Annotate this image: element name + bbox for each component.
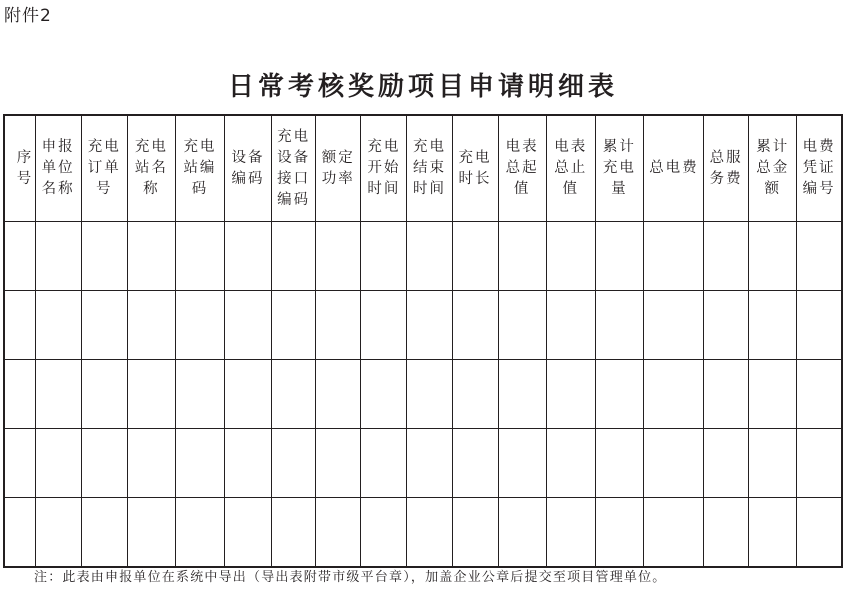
column-header: 充电 时长 xyxy=(452,115,498,222)
table-cell[interactable] xyxy=(81,360,127,429)
table-cell[interactable] xyxy=(704,222,749,291)
table-cell[interactable] xyxy=(127,291,175,360)
table-cell[interactable] xyxy=(361,429,407,498)
table-cell[interactable] xyxy=(272,360,316,429)
table-header-row xyxy=(4,115,842,222)
table-cell[interactable] xyxy=(498,222,546,291)
table-cell[interactable] xyxy=(81,222,127,291)
table-row xyxy=(4,360,842,429)
table-cell[interactable] xyxy=(749,222,797,291)
table-row xyxy=(4,222,842,291)
table-cell[interactable] xyxy=(35,360,81,429)
table-cell[interactable] xyxy=(595,498,643,568)
table-cell[interactable] xyxy=(127,429,175,498)
table-cell[interactable] xyxy=(175,498,224,568)
column-header: 电费 凭证 编号 xyxy=(797,115,842,222)
table-cell[interactable] xyxy=(704,498,749,568)
column-header: 额定 功率 xyxy=(316,115,361,222)
table-cell[interactable] xyxy=(225,498,272,568)
column-header: 设备 编码 xyxy=(225,115,272,222)
column-header: 电表 总起 值 xyxy=(498,115,546,222)
table-cell[interactable] xyxy=(546,291,595,360)
table-cell[interactable] xyxy=(546,498,595,568)
table-cell[interactable] xyxy=(643,222,703,291)
table-cell[interactable] xyxy=(749,498,797,568)
table-cell[interactable] xyxy=(316,498,361,568)
table-cell[interactable] xyxy=(546,222,595,291)
table-cell[interactable] xyxy=(452,291,498,360)
table-cell[interactable] xyxy=(498,291,546,360)
table-cell[interactable] xyxy=(498,498,546,568)
table-cell[interactable] xyxy=(749,291,797,360)
table-cell[interactable] xyxy=(407,291,452,360)
table-cell[interactable] xyxy=(175,222,224,291)
table-cell[interactable] xyxy=(4,291,35,360)
column-header: 序 号 xyxy=(4,115,35,222)
page-title: 日常考核奖励项目申请明细表 xyxy=(227,72,618,102)
table-cell[interactable] xyxy=(4,360,35,429)
table-cell[interactable] xyxy=(35,291,81,360)
table-cell[interactable] xyxy=(797,429,842,498)
table-cell[interactable] xyxy=(704,291,749,360)
table-cell[interactable] xyxy=(452,429,498,498)
column-header: 累计 充电 量 xyxy=(595,115,643,222)
column-header: 充电 结束 时间 xyxy=(407,115,452,222)
table-cell[interactable] xyxy=(175,291,224,360)
table-cell[interactable] xyxy=(452,360,498,429)
table-cell[interactable] xyxy=(127,360,175,429)
attachment-label: 附件2 xyxy=(4,6,52,26)
table-body xyxy=(4,222,842,568)
table-cell[interactable] xyxy=(175,360,224,429)
table-cell[interactable] xyxy=(595,429,643,498)
table-cell[interactable] xyxy=(546,429,595,498)
table-cell[interactable] xyxy=(272,498,316,568)
table-cell[interactable] xyxy=(225,291,272,360)
table-row xyxy=(4,429,842,498)
table-cell[interactable] xyxy=(595,291,643,360)
table-row xyxy=(4,498,842,568)
table-cell[interactable] xyxy=(175,429,224,498)
column-header: 总电费 xyxy=(643,115,703,222)
column-header: 充电 站名 称 xyxy=(127,115,175,222)
table-cell[interactable] xyxy=(35,429,81,498)
table-cell[interactable] xyxy=(272,222,316,291)
table-cell[interactable] xyxy=(797,360,842,429)
table-cell[interactable] xyxy=(595,222,643,291)
column-header: 总服 务费 xyxy=(704,115,749,222)
footer-note: 注：此表由申报单位在系统中导出（导出表附带市级平台章），加盖企业公章后提交至项目管理单位。 xyxy=(34,570,667,585)
table-cell[interactable] xyxy=(643,429,703,498)
column-header: 充电 设备 接口 编码 xyxy=(272,115,316,222)
table-cell[interactable] xyxy=(4,429,35,498)
table-cell[interactable] xyxy=(452,222,498,291)
table-cell[interactable] xyxy=(643,498,703,568)
table-cell[interactable] xyxy=(749,360,797,429)
table-cell[interactable] xyxy=(127,222,175,291)
table-cell[interactable] xyxy=(35,222,81,291)
table-cell[interactable] xyxy=(704,429,749,498)
table-cell[interactable] xyxy=(361,360,407,429)
table-cell[interactable] xyxy=(272,429,316,498)
table-cell[interactable] xyxy=(225,429,272,498)
table-cell[interactable] xyxy=(4,498,35,568)
table-cell[interactable] xyxy=(81,498,127,568)
table-cell[interactable] xyxy=(595,360,643,429)
table-cell[interactable] xyxy=(407,222,452,291)
table-cell[interactable] xyxy=(361,222,407,291)
table-cell[interactable] xyxy=(797,498,842,568)
column-header: 累计 总金 额 xyxy=(749,115,797,222)
table-cell[interactable] xyxy=(643,360,703,429)
table-cell[interactable] xyxy=(316,360,361,429)
table-row xyxy=(4,291,842,360)
table-cell[interactable] xyxy=(797,222,842,291)
table-cell[interactable] xyxy=(498,429,546,498)
table-cell[interactable] xyxy=(361,291,407,360)
column-header: 充电 订单 号 xyxy=(81,115,127,222)
table-cell[interactable] xyxy=(407,360,452,429)
column-header: 电表 总止 值 xyxy=(546,115,595,222)
table-cell[interactable] xyxy=(35,498,81,568)
table-cell[interactable] xyxy=(127,498,175,568)
column-header: 充电 站编 码 xyxy=(175,115,224,222)
table-cell[interactable] xyxy=(546,360,595,429)
table-cell[interactable] xyxy=(704,360,749,429)
detail-table xyxy=(3,114,843,568)
table-cell[interactable] xyxy=(498,360,546,429)
table-cell[interactable] xyxy=(797,291,842,360)
table-cell[interactable] xyxy=(81,291,127,360)
column-header: 申报 单位 名称 xyxy=(35,115,81,222)
table-cell[interactable] xyxy=(407,429,452,498)
table-cell[interactable] xyxy=(749,429,797,498)
table-cell[interactable] xyxy=(272,291,316,360)
table-cell[interactable] xyxy=(225,222,272,291)
table-cell[interactable] xyxy=(643,291,703,360)
table-cell[interactable] xyxy=(407,498,452,568)
table-cell[interactable] xyxy=(225,360,272,429)
table-cell[interactable] xyxy=(361,498,407,568)
table-cell[interactable] xyxy=(316,222,361,291)
table-cell[interactable] xyxy=(316,429,361,498)
table-cell[interactable] xyxy=(452,498,498,568)
table-cell[interactable] xyxy=(4,222,35,291)
table-cell[interactable] xyxy=(316,291,361,360)
column-header: 充电 开始 时间 xyxy=(361,115,407,222)
table-cell[interactable] xyxy=(81,429,127,498)
